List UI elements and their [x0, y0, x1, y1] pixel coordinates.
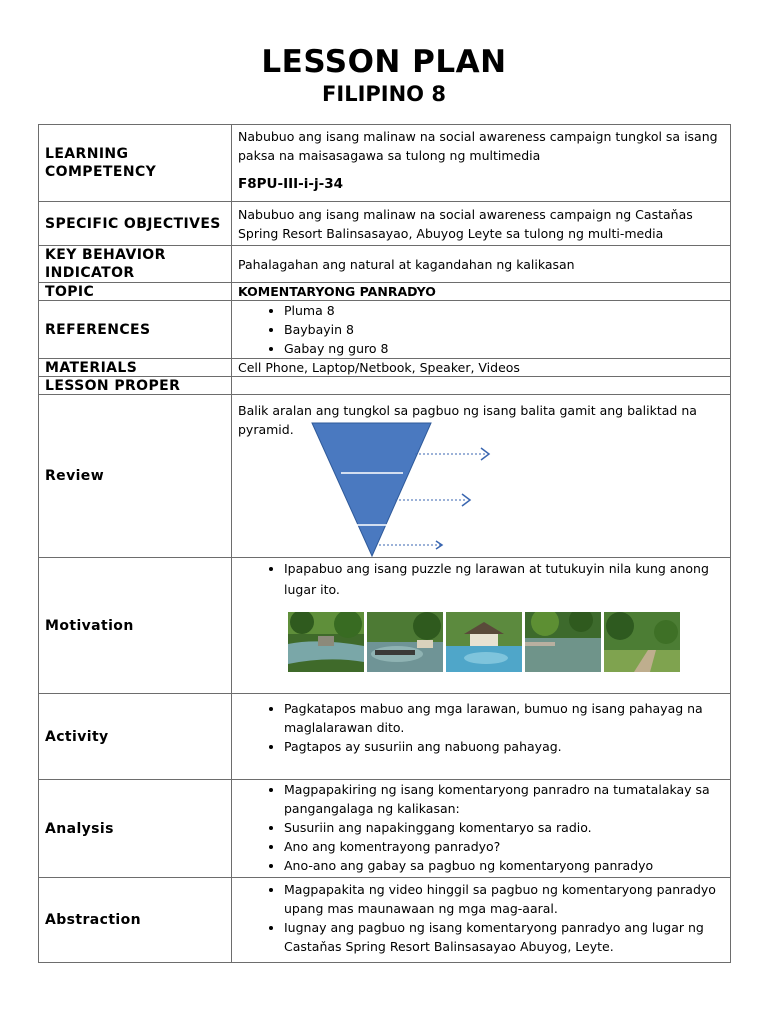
value-abstraction — [232, 878, 731, 963]
row-lesson-proper — [39, 377, 731, 395]
resort-photo — [525, 612, 601, 672]
label-activity: Activity — [39, 694, 232, 780]
row-learning-competency — [39, 125, 731, 202]
list-item: • Baybayin 8 — [284, 320, 724, 339]
row-analysis — [39, 780, 731, 878]
label-abstraction: Abstraction — [39, 878, 232, 963]
list-item: • Ano ang komentrayong panradyo? — [284, 837, 724, 856]
value-materials: Cell Phone, Laptop/Netbook, Speaker, Videos — [232, 359, 731, 377]
row-activity — [39, 694, 731, 780]
label-lesson-proper: LESSON PROPER — [39, 377, 232, 395]
label-line: KEY BEHAVIOR — [45, 247, 166, 263]
list-item: • Magpapakiring ng isang komentaryong panradro na tumatalakay sa pangangalaga ng kalikasan: — [284, 780, 724, 818]
references-list — [238, 301, 724, 358]
value-specific-objectives: Nabubuo ang isang malinaw na social awareness campaign ng Castaňas Spring Resort Balinsasayao, Abuyog Leyte sa tulong ng multi-media — [232, 202, 731, 246]
row-key-behavior — [39, 246, 731, 283]
row-materials — [39, 359, 731, 377]
competency-text: Nabubuo ang isang malinaw na social awareness campaign tungkol sa isang paksa na maisasagawa sa tulong ng multimedia — [238, 129, 718, 163]
label-references: REFERENCES — [39, 301, 232, 359]
list-item: • Susuriin ang napakinggang komentaryo sa radio. — [284, 818, 724, 837]
resort-photo — [288, 612, 364, 672]
list-item: • Ipapabuo ang isang puzzle ng larawan at tutukuyin nila kung anong lugar ito. — [284, 558, 724, 600]
label-learning-competency — [39, 125, 232, 202]
resort-photo — [367, 612, 443, 672]
row-topic — [39, 283, 731, 301]
row-abstraction — [39, 878, 731, 963]
label-line: LEARNING — [45, 146, 129, 162]
review-text: Balik aralan ang tungkol sa pagbuo ng isang balita gamit ang baliktad na pyramid. — [238, 403, 697, 437]
value-topic: KOMENTARYONG PANRADYO — [232, 283, 731, 301]
list-item: • Pagtapos ay susuriin ang nabuong pahayag. — [284, 737, 724, 756]
label-review: Review — [39, 395, 232, 558]
row-specific-objectives — [39, 202, 731, 246]
value-key-behavior: Pahalagahan ang natural at kagandahan ng kalikasan — [232, 246, 731, 283]
list-item: • Gabay ng guro 8 — [284, 339, 724, 358]
list-item: • Ano-ano ang gabay sa pagbuo ng komentaryong panradyo — [284, 856, 724, 875]
value-analysis — [232, 780, 731, 878]
value-activity — [232, 694, 731, 780]
label-analysis: Analysis — [39, 780, 232, 878]
label-motivation: Motivation — [39, 558, 232, 694]
value-references — [232, 301, 731, 359]
pyramid-shape — [312, 423, 431, 556]
label-topic: TOPIC — [39, 283, 232, 301]
abstraction-list — [238, 880, 724, 956]
value-lesson-proper — [232, 377, 731, 395]
analysis-list — [238, 780, 724, 875]
activity-list — [238, 699, 724, 756]
page-title: LESSON PLAN — [261, 44, 507, 80]
label-line: COMPETENCY — [45, 164, 157, 180]
list-item: • Magpapakita ng video hinggil sa pagbuo ng komentaryong panradyo upang mas maunawaan ng mga mag-aaral. — [284, 880, 724, 918]
page-subtitle: FILIPINO 8 — [322, 82, 446, 106]
value-learning-competency — [232, 125, 731, 202]
motivation-list — [238, 558, 724, 600]
resort-photo-strip — [288, 612, 724, 672]
row-references — [39, 301, 731, 359]
list-item: • Pluma 8 — [284, 301, 724, 320]
row-motivation — [39, 558, 731, 694]
label-key-behavior — [39, 246, 232, 283]
competency-code: F8PU-III-i-j-34 — [238, 176, 343, 192]
resort-photo — [604, 612, 680, 672]
label-materials: MATERIALS — [39, 359, 232, 377]
label-specific-objectives: SPECIFIC OBJECTIVES — [39, 202, 232, 246]
list-item: • Iugnay ang pagbuo ng isang komentaryong panradyo ang lugar ng Castaňas Spring Resort Balinsasayao Abuyog, Leyte. — [284, 918, 724, 956]
value-motivation — [232, 558, 731, 694]
inverted-pyramid-diagram — [305, 420, 505, 560]
resort-photo — [446, 612, 522, 672]
label-line: INDICATOR — [45, 265, 135, 281]
list-item: • Pagkatapos mabuo ang mga larawan, bumuo ng isang pahayag na maglalarawan dito. — [284, 699, 724, 737]
